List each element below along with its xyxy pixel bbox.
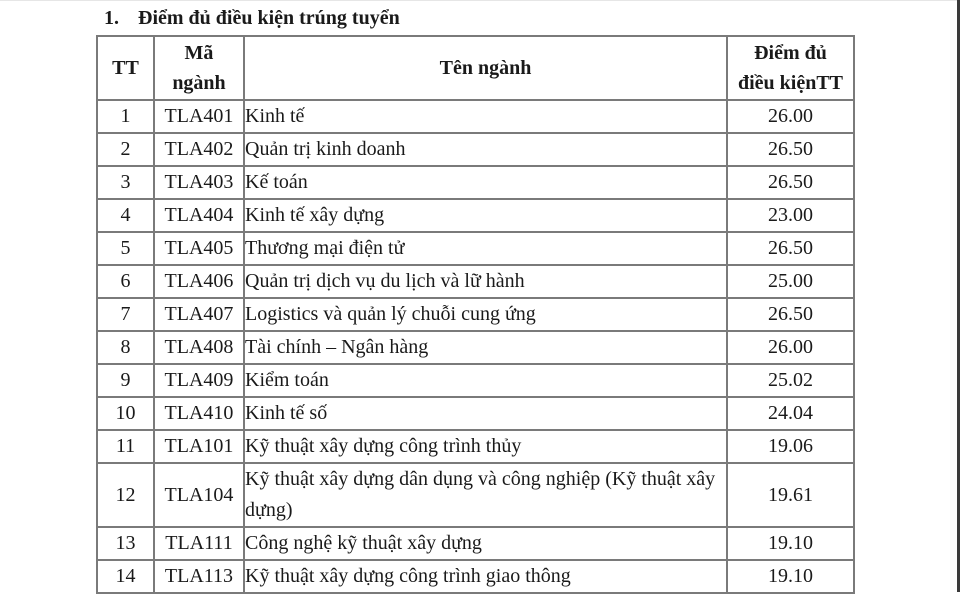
cell-major-name: Kế toán — [244, 166, 727, 199]
cell-major-code: TLA101 — [154, 430, 244, 463]
header-score — [727, 36, 854, 100]
section-number: 1. — [104, 7, 119, 29]
cell-tt: 12 — [97, 463, 154, 527]
cell-major-name: Công nghệ kỹ thuật xây dựng — [244, 527, 727, 560]
cell-score: 19.10 — [727, 527, 854, 560]
table-row — [97, 397, 854, 430]
cell-tt: 9 — [97, 364, 154, 397]
cell-major-name: Kỹ thuật xây dựng công trình giao thông — [244, 560, 727, 593]
cell-major-name: Kinh tế số — [244, 397, 727, 430]
cell-major-name: Kiểm toán — [244, 364, 727, 397]
table-row — [97, 463, 854, 527]
header-major-code — [154, 36, 244, 100]
header-tt: TT — [97, 36, 154, 100]
cell-score: 26.00 — [727, 331, 854, 364]
cell-tt: 7 — [97, 298, 154, 331]
table-row — [97, 166, 854, 199]
table-row — [97, 199, 854, 232]
table-row — [97, 364, 854, 397]
cell-major-code: TLA404 — [154, 199, 244, 232]
cell-tt: 2 — [97, 133, 154, 166]
cell-major-code: TLA401 — [154, 100, 244, 133]
table-row — [97, 133, 854, 166]
cell-major-name: Quản trị kinh doanh — [244, 133, 727, 166]
cell-major-code: TLA104 — [154, 463, 244, 527]
cell-score: 26.00 — [727, 100, 854, 133]
cell-tt: 3 — [97, 166, 154, 199]
admission-scores-table — [96, 35, 855, 594]
cell-tt: 10 — [97, 397, 154, 430]
cell-score: 19.06 — [727, 430, 854, 463]
cell-score: 25.00 — [727, 265, 854, 298]
cell-major-name: Logistics và quản lý chuỗi cung ứng — [244, 298, 727, 331]
cell-score: 19.61 — [727, 463, 854, 527]
cell-major-name: Quản trị dịch vụ du lịch và lữ hành — [244, 265, 727, 298]
header-score-line2: điều kiệnTT — [737, 72, 844, 94]
cell-score: 26.50 — [727, 232, 854, 265]
cell-major-code: TLA403 — [154, 166, 244, 199]
header-score-line1: Điểm đủ — [754, 42, 827, 64]
cell-major-code: TLA408 — [154, 331, 244, 364]
cell-major-code: TLA111 — [154, 527, 244, 560]
cell-major-code: TLA409 — [154, 364, 244, 397]
cell-score: 24.04 — [727, 397, 854, 430]
cell-major-name: Thương mại điện tử — [244, 232, 727, 265]
cell-major-name: Tài chính – Ngân hàng — [244, 331, 727, 364]
table-row — [97, 560, 854, 593]
cell-score: 19.10 — [727, 560, 854, 593]
cell-tt: 1 — [97, 100, 154, 133]
cell-score: 23.00 — [727, 199, 854, 232]
table-row — [97, 265, 854, 298]
cell-major-code: TLA113 — [154, 560, 244, 593]
cell-tt: 5 — [97, 232, 154, 265]
cell-tt: 4 — [97, 199, 154, 232]
table-row — [97, 527, 854, 560]
cell-tt: 6 — [97, 265, 154, 298]
cell-score: 26.50 — [727, 298, 854, 331]
header-major-code-line1: Mã — [184, 42, 214, 64]
table-row — [97, 331, 854, 364]
cell-major-code: TLA405 — [154, 232, 244, 265]
table-row — [97, 100, 854, 133]
cell-score: 26.50 — [727, 133, 854, 166]
cell-major-name: Kinh tế xây dựng — [244, 199, 727, 232]
table-row — [97, 430, 854, 463]
cell-tt: 11 — [97, 430, 154, 463]
section-heading — [104, 5, 400, 31]
cell-major-code: TLA407 — [154, 298, 244, 331]
table-body — [97, 100, 854, 593]
cell-score: 25.02 — [727, 364, 854, 397]
cell-major-code: TLA410 — [154, 397, 244, 430]
cell-major-name: Kỹ thuật xây dựng công trình thủy — [244, 430, 727, 463]
table-header-row — [97, 36, 854, 100]
cell-tt: 8 — [97, 331, 154, 364]
cell-major-name: Kinh tế — [244, 100, 727, 133]
table-row — [97, 298, 854, 331]
cell-major-code: TLA402 — [154, 133, 244, 166]
cell-major-code: TLA406 — [154, 265, 244, 298]
header-major-code-line2: ngành — [172, 72, 226, 94]
header-major-name: Tên ngành — [244, 36, 727, 100]
cell-score: 26.50 — [727, 166, 854, 199]
cell-tt: 14 — [97, 560, 154, 593]
table-row — [97, 232, 854, 265]
section-title-text: Điểm đủ điều kiện trúng tuyển — [138, 7, 400, 29]
cell-tt: 13 — [97, 527, 154, 560]
cell-major-name: Kỹ thuật xây dựng dân dụng và công nghiệp (Kỹ thuật xây dựng) — [244, 463, 727, 527]
